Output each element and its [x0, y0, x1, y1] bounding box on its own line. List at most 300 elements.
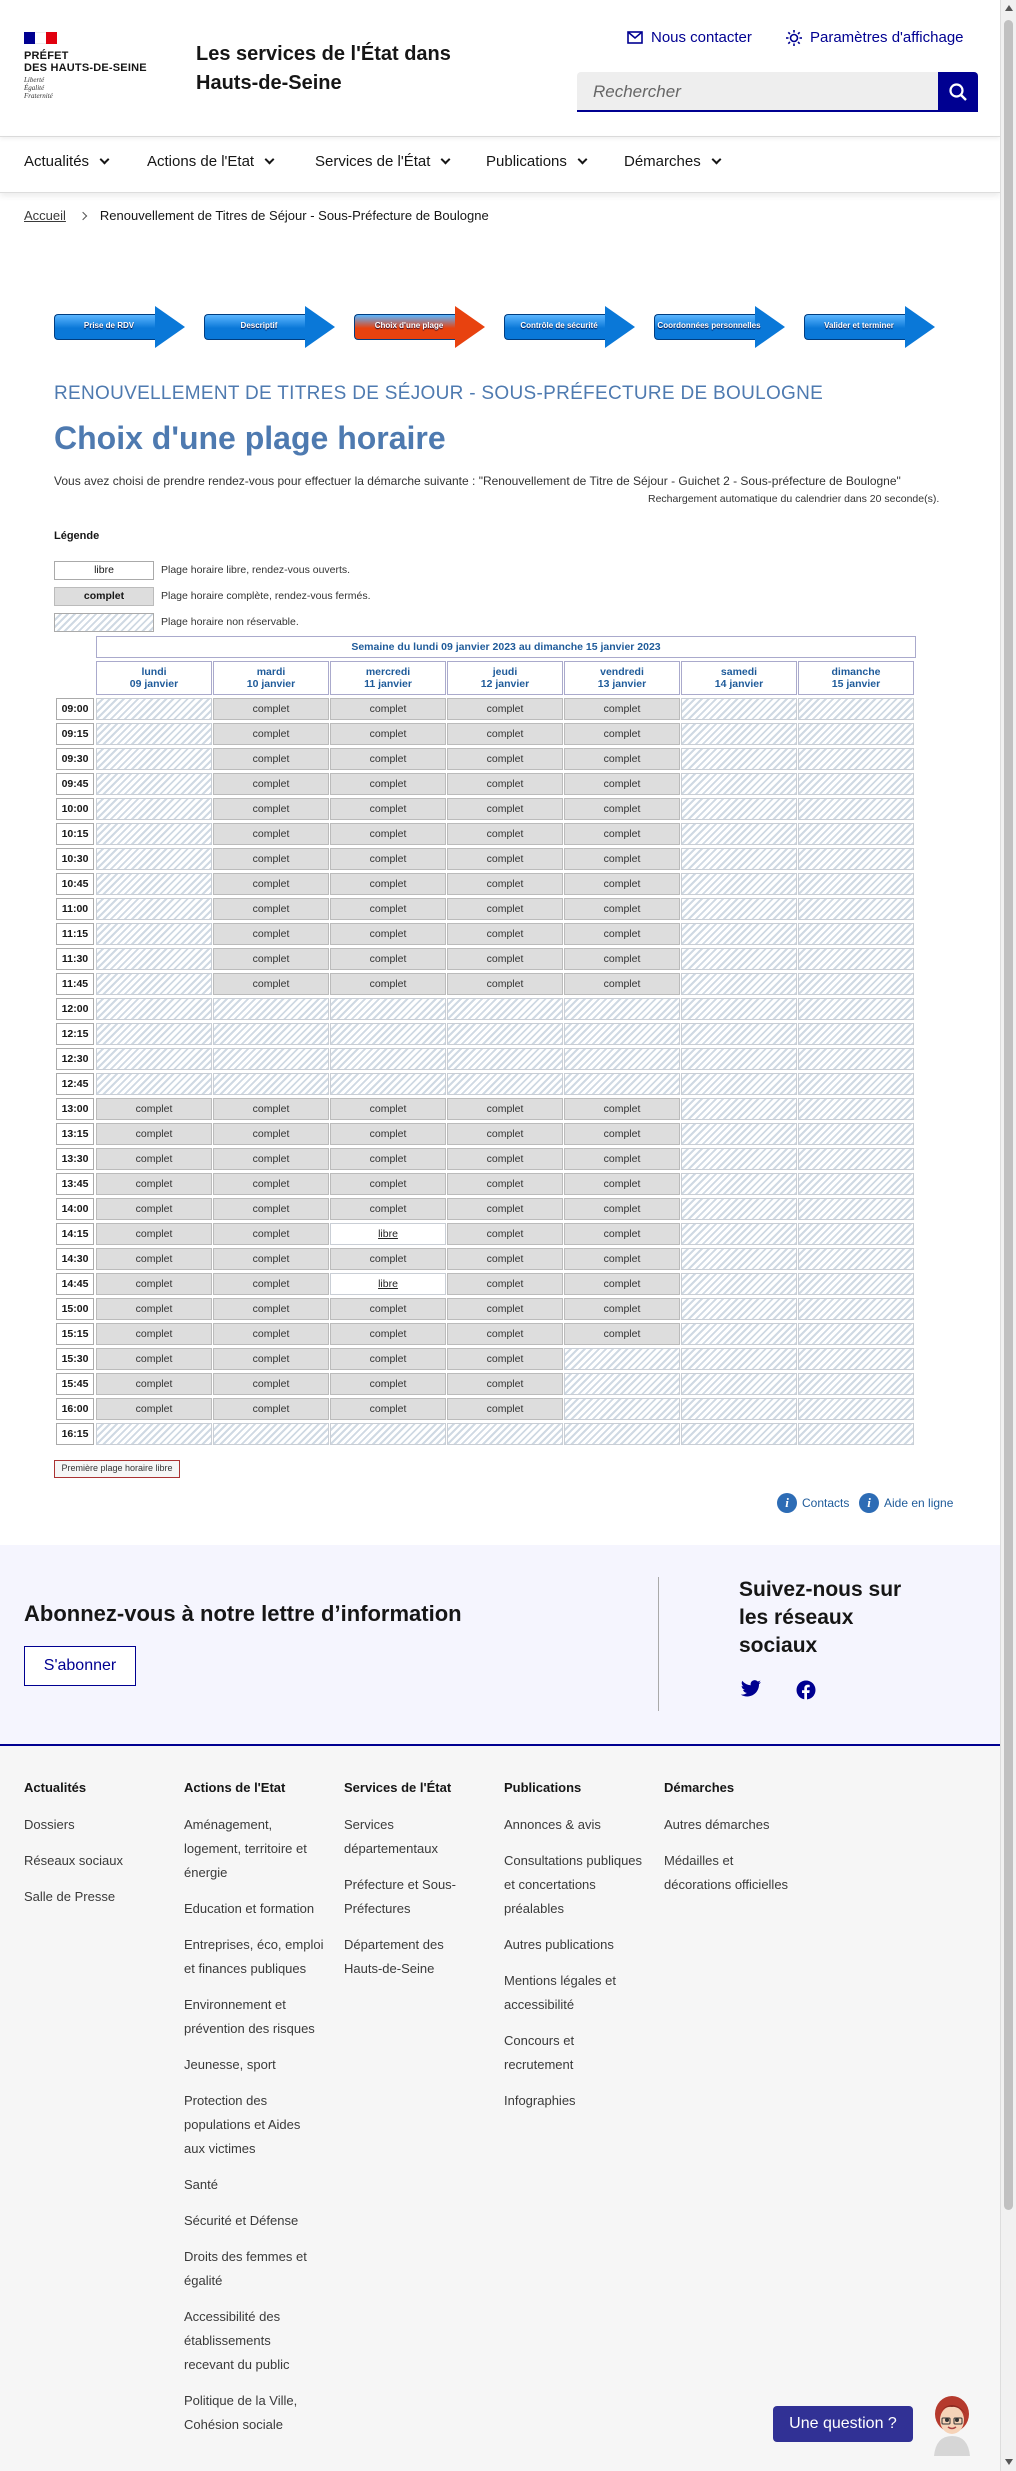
- slot-unavailable: [681, 1423, 797, 1445]
- footer-link[interactable]: Services départementaux: [344, 1817, 438, 1856]
- slot-unavailable: [96, 873, 212, 895]
- slot-full: complet: [213, 773, 329, 795]
- site-title[interactable]: Les services de l'État dans Hauts-de-Seine: [196, 43, 451, 94]
- slot-full: complet: [96, 1098, 212, 1120]
- slot-full: complet: [564, 723, 680, 745]
- slot-unavailable: [681, 1073, 797, 1095]
- slot-full: complet: [564, 1123, 680, 1145]
- footer-link[interactable]: Mentions légales et accessibilité: [504, 1973, 617, 2012]
- slot-full: complet: [447, 1198, 563, 1220]
- chevron-down-icon: [100, 155, 110, 165]
- contacts-link[interactable]: [777, 1493, 849, 1513]
- facebook-icon[interactable]: [796, 1680, 816, 1700]
- slot-full: complet: [447, 1373, 563, 1395]
- legend-free-box: libre: [54, 561, 154, 580]
- slot-full: complet: [564, 848, 680, 870]
- slot-unavailable: [798, 823, 914, 845]
- slot-full: complet: [564, 1248, 680, 1270]
- week-header: Semaine du lundi 09 janvier 2023 au dimanche 15 janvier 2023: [96, 636, 916, 658]
- slot-full: complet: [447, 1123, 563, 1145]
- footer-link[interactable]: Infographies: [504, 2093, 576, 2108]
- slot-unavailable: [681, 1098, 797, 1120]
- slot-unavailable: [798, 1173, 914, 1195]
- slot-unavailable: [681, 773, 797, 795]
- time-label: 12:45: [56, 1073, 94, 1095]
- slot-unavailable: [681, 698, 797, 720]
- slot-free-link[interactable]: libre: [378, 1228, 398, 1240]
- nav-label: Publications: [486, 153, 567, 170]
- slot-unavailable: [681, 823, 797, 845]
- slot-unavailable: [681, 998, 797, 1020]
- slot-full: complet: [447, 798, 563, 820]
- breadcrumb-current: Renouvellement de Titres de Séjour - Sous-Préfecture de Boulogne: [99, 208, 489, 223]
- slot-free-link[interactable]: libre: [378, 1278, 398, 1290]
- time-label: 14:15: [56, 1223, 94, 1245]
- slot-full: complet: [330, 973, 446, 995]
- online-help-link[interactable]: [859, 1493, 953, 1513]
- footer-link[interactable]: Protection des populations et Aides aux victimes: [184, 2093, 301, 2156]
- slot-unavailable: [213, 1048, 329, 1070]
- slot-unavailable: [798, 1148, 914, 1170]
- slot-unavailable: [681, 1148, 797, 1170]
- slot-full: complet: [330, 1198, 446, 1220]
- nav-label: Actions de l'Etat: [147, 153, 255, 170]
- slot-full: complet: [564, 1098, 680, 1120]
- search-button[interactable]: [938, 72, 978, 112]
- slot-full: complet: [447, 723, 563, 745]
- slot-full: complet: [213, 1123, 329, 1145]
- footer-link[interactable]: Concours et recrutement: [504, 2033, 575, 2072]
- slot-unavailable: [447, 998, 563, 1020]
- slot-full: complet: [213, 823, 329, 845]
- scroll-up-arrow-icon[interactable]: [1005, 5, 1013, 11]
- day-name: mercredi: [365, 666, 411, 678]
- slot-full: complet: [213, 1373, 329, 1395]
- slot-free[interactable]: [330, 1223, 446, 1245]
- assistant-avatar[interactable]: [928, 2394, 976, 2456]
- footer-link[interactable]: Droits des femmes et égalité: [184, 2249, 307, 2288]
- vertical-scrollbar[interactable]: [1000, 0, 1016, 2471]
- slot-unavailable: [681, 848, 797, 870]
- step-label: Coordonnées personnelles: [657, 321, 761, 330]
- slot-full: complet: [330, 1148, 446, 1170]
- day-header: [564, 661, 680, 695]
- day-name: dimanche: [831, 666, 881, 678]
- slot-full: complet: [330, 1248, 446, 1270]
- footer-column-title: Actualités: [24, 1780, 87, 1795]
- slot-full: complet: [330, 1373, 446, 1395]
- slot-full: complet: [330, 1348, 446, 1370]
- slot-full: complet: [447, 698, 563, 720]
- slot-full: complet: [564, 898, 680, 920]
- site-footer: [0, 1744, 1000, 2471]
- slot-unavailable: [681, 873, 797, 895]
- time-label: 10:00: [56, 798, 94, 820]
- slot-unavailable: [798, 1273, 914, 1295]
- day-header: [798, 661, 914, 695]
- day-date: 13 janvier: [597, 678, 647, 690]
- procedure-subtitle: RENOUVELLEMENT DE TITRES DE SÉJOUR - SOUS-PRÉFECTURE DE BOULOGNE: [54, 383, 824, 404]
- marianne-flag-icon: [24, 32, 57, 44]
- slot-full: complet: [330, 1173, 446, 1195]
- slot-full: complet: [213, 748, 329, 770]
- slot-full: complet: [213, 1323, 329, 1345]
- day-header: [330, 661, 446, 695]
- slot-full: complet: [564, 1198, 680, 1220]
- slot-full: complet: [330, 698, 446, 720]
- slot-full: complet: [213, 973, 329, 995]
- slot-unavailable: [798, 1048, 914, 1070]
- slot-unavailable: [447, 1423, 563, 1445]
- footer-link[interactable]: Autres démarches: [664, 1817, 770, 1832]
- scrollbar-thumb[interactable]: [1004, 20, 1013, 2210]
- time-label: 13:15: [56, 1123, 94, 1145]
- page-title: Choix d'une plage horaire: [54, 420, 446, 456]
- slot-full: complet: [96, 1223, 212, 1245]
- legend-unavailable-box: [54, 613, 154, 632]
- slot-unavailable: [798, 1323, 914, 1345]
- slot-full: complet: [96, 1298, 212, 1320]
- slot-full: complet: [330, 848, 446, 870]
- footer-column: [664, 1780, 804, 1909]
- footer-link[interactable]: Consultations publiques et concertations préalables: [504, 1853, 643, 1916]
- slot-unavailable: [96, 1048, 212, 1070]
- slot-unavailable: [798, 698, 914, 720]
- footer-link[interactable]: Salle de Presse: [24, 1889, 116, 1904]
- time-label: 15:15: [56, 1323, 94, 1345]
- social-title: Suivez-nous sur les réseaux sociaux: [739, 1578, 902, 1657]
- slot-full: complet: [330, 1098, 446, 1120]
- chevron-down-icon: [711, 155, 721, 165]
- contacts-label: Contacts: [802, 1496, 850, 1510]
- chevron-down-icon: [441, 155, 451, 165]
- slot-unavailable: [681, 923, 797, 945]
- nav-label: Services de l'État: [315, 153, 431, 170]
- newsletter-title: Abonnez-vous à notre lettre d’information: [24, 1601, 462, 1626]
- slot-unavailable: [447, 1023, 563, 1045]
- time-label: 11:45: [56, 973, 94, 995]
- time-label: 13:30: [56, 1148, 94, 1170]
- slot-unavailable: [798, 923, 914, 945]
- slot-unavailable: [330, 998, 446, 1020]
- contact-link[interactable]: [627, 29, 752, 46]
- slot-unavailable: [330, 1023, 446, 1045]
- day-date: 12 janvier: [480, 678, 530, 690]
- time-label: 11:15: [56, 923, 94, 945]
- online-help-label: Aide en ligne: [884, 1496, 954, 1510]
- slot-full: complet: [447, 973, 563, 995]
- subscribe-button[interactable]: S'abonner: [24, 1646, 136, 1686]
- slot-unavailable: [564, 1048, 680, 1070]
- slot-full: complet: [447, 1173, 563, 1195]
- slot-full: complet: [330, 823, 446, 845]
- footer-link[interactable]: Médailles et décorations officielles: [664, 1853, 789, 1892]
- legend-full-text: Plage horaire complète, rendez-vous fermés.: [161, 590, 371, 602]
- nav-services-etat[interactable]: [315, 153, 449, 170]
- legend-title: Légende: [54, 530, 100, 542]
- time-label: 11:00: [56, 898, 94, 920]
- footer-link[interactable]: Dossiers: [24, 1817, 75, 1832]
- slot-unavailable: [564, 1398, 680, 1420]
- slot-unavailable: [798, 1023, 914, 1045]
- slot-unavailable: [96, 998, 212, 1020]
- day-header: [96, 661, 212, 695]
- nav-demarches[interactable]: [624, 153, 720, 170]
- chevron-right-icon: [79, 211, 87, 219]
- slot-full: complet: [213, 898, 329, 920]
- time-label: 13:00: [56, 1098, 94, 1120]
- slot-unavailable: [798, 1198, 914, 1220]
- chat-button[interactable]: Une question ?: [773, 2406, 913, 2442]
- footer-link[interactable]: Environnement et prévention des risques: [184, 1997, 315, 2036]
- scroll-down-arrow-icon[interactable]: [1005, 2459, 1013, 2465]
- slot-full: complet: [447, 1348, 563, 1370]
- slot-full: complet: [447, 1223, 563, 1245]
- slot-full: complet: [213, 848, 329, 870]
- footer-link[interactable]: Annonces & avis: [504, 1817, 601, 1832]
- time-label: 09:45: [56, 773, 94, 795]
- time-label: 14:30: [56, 1248, 94, 1270]
- time-label: 15:30: [56, 1348, 94, 1370]
- follow-section: [0, 1545, 1000, 1744]
- footer-column: [184, 1780, 324, 2449]
- footer-link[interactable]: Accessibilité des établissements recevant du public: [184, 2309, 290, 2372]
- mail-icon: [627, 31, 643, 44]
- day-name: lundi: [141, 666, 167, 678]
- contact-label: Nous contacter: [651, 29, 752, 46]
- slot-unavailable: [681, 748, 797, 770]
- slot-unavailable: [96, 798, 212, 820]
- slot-full: complet: [564, 973, 680, 995]
- slot-full: complet: [96, 1373, 212, 1395]
- footer-link[interactable]: Département des Hauts-de-Seine: [344, 1937, 444, 1976]
- slot-unavailable: [798, 1123, 914, 1145]
- slot-full: complet: [96, 1198, 212, 1220]
- slot-unavailable: [681, 1398, 797, 1420]
- footer-link[interactable]: Autres publications: [504, 1937, 614, 1952]
- time-label: 16:00: [56, 1398, 94, 1420]
- slot-unavailable: [213, 1423, 329, 1445]
- slot-unavailable: [681, 1173, 797, 1195]
- slot-unavailable: [798, 873, 914, 895]
- slot-unavailable: [447, 1048, 563, 1070]
- nav-actualites[interactable]: [24, 153, 108, 170]
- nav-actions-etat[interactable]: [147, 153, 273, 170]
- slot-unavailable: [96, 948, 212, 970]
- slot-full: complet: [213, 1273, 329, 1295]
- footer-column: [504, 1780, 644, 2125]
- slot-full: complet: [447, 848, 563, 870]
- time-label: 09:15: [56, 723, 94, 745]
- logo-devise: Liberté Égalité Fraternité: [24, 76, 53, 100]
- footer-column-title: Publications: [504, 1780, 582, 1795]
- slot-full: complet: [564, 823, 680, 845]
- slot-unavailable: [96, 848, 212, 870]
- slot-full: complet: [213, 798, 329, 820]
- slot-full: complet: [330, 748, 446, 770]
- slot-unavailable: [213, 998, 329, 1020]
- slot-full: complet: [213, 1098, 329, 1120]
- slot-full: complet: [564, 698, 680, 720]
- slot-unavailable: [96, 973, 212, 995]
- slot-full: complet: [447, 773, 563, 795]
- time-label: 09:00: [56, 698, 94, 720]
- twitter-icon[interactable]: [740, 1680, 762, 1698]
- slot-full: complet: [213, 723, 329, 745]
- time-label: 09:30: [56, 748, 94, 770]
- search-input[interactable]: Rechercher: [577, 72, 944, 112]
- slot-full: complet: [330, 923, 446, 945]
- slot-unavailable: [96, 1023, 212, 1045]
- slot-full: complet: [96, 1273, 212, 1295]
- time-label: 10:45: [56, 873, 94, 895]
- display-settings-link[interactable]: [786, 29, 964, 46]
- procedure-intro: Vous avez choisi de prendre rendez-vous pour effectuer la démarche suivante : "Renouvellement de Titre de Séjour - Guichet 2 - Sous-préfecture de Boulogne": [54, 474, 901, 488]
- slot-full: complet: [447, 823, 563, 845]
- time-label: 12:00: [56, 998, 94, 1020]
- chevron-down-icon: [577, 155, 587, 165]
- nav-publications[interactable]: [486, 153, 586, 170]
- slot-unavailable: [798, 848, 914, 870]
- slot-unavailable: [798, 948, 914, 970]
- slot-full: complet: [447, 1323, 563, 1345]
- slot-unavailable: [798, 998, 914, 1020]
- time-label: 16:15: [56, 1423, 94, 1445]
- step-label: Valider et terminer: [824, 321, 894, 330]
- day-header: [681, 661, 797, 695]
- slot-full: complet: [564, 748, 680, 770]
- slot-unavailable: [564, 1073, 680, 1095]
- slot-unavailable: [681, 1248, 797, 1270]
- slot-full: complet: [330, 1298, 446, 1320]
- slot-full: complet: [213, 1148, 329, 1170]
- footer-link[interactable]: Jeunesse, sport: [184, 2057, 276, 2072]
- slot-full: complet: [564, 1273, 680, 1295]
- footer-link[interactable]: Santé: [184, 2177, 218, 2192]
- time-label: 15:45: [56, 1373, 94, 1395]
- slot-unavailable: [798, 898, 914, 920]
- slot-full: complet: [564, 1148, 680, 1170]
- main-nav: [0, 137, 1000, 193]
- day-date: 10 janvier: [246, 678, 296, 690]
- slot-full: complet: [96, 1323, 212, 1345]
- time-label: 10:30: [56, 848, 94, 870]
- time-label: 15:00: [56, 1298, 94, 1320]
- slot-full: complet: [564, 948, 680, 970]
- slot-unavailable: [213, 1073, 329, 1095]
- footer-link[interactable]: Aménagement, logement, territoire et énergie: [184, 1817, 307, 1880]
- slot-unavailable: [96, 698, 212, 720]
- slot-full: complet: [564, 873, 680, 895]
- slot-unavailable: [798, 1073, 914, 1095]
- step-label: Descriptif: [240, 321, 278, 330]
- slot-unavailable: [798, 973, 914, 995]
- slot-full: complet: [447, 1273, 563, 1295]
- slot-unavailable: [798, 723, 914, 745]
- slot-unavailable: [681, 1373, 797, 1395]
- day-header: [213, 661, 329, 695]
- slot-unavailable: [681, 1298, 797, 1320]
- slot-unavailable: [798, 1348, 914, 1370]
- slot-unavailable: [798, 1098, 914, 1120]
- slot-full: complet: [330, 873, 446, 895]
- slot-unavailable: [798, 1298, 914, 1320]
- day-date: 14 janvier: [714, 678, 764, 690]
- day-name: jeudi: [492, 666, 518, 678]
- slot-unavailable: [681, 1048, 797, 1070]
- slot-full: complet: [447, 873, 563, 895]
- display-settings-label: Paramètres d'affichage: [810, 29, 964, 46]
- step-label: Choix d'une plage: [374, 321, 444, 330]
- footer-link[interactable]: Réseaux sociaux: [24, 1853, 123, 1868]
- slot-full: complet: [330, 773, 446, 795]
- info-icon: i: [777, 1493, 797, 1513]
- slot-full: complet: [447, 898, 563, 920]
- slot-full: complet: [564, 798, 680, 820]
- slot-unavailable: [798, 798, 914, 820]
- slot-unavailable: [681, 898, 797, 920]
- slot-unavailable: [330, 1423, 446, 1445]
- footer-column: [24, 1780, 164, 1921]
- slot-unavailable: [564, 1423, 680, 1445]
- slot-unavailable: [798, 748, 914, 770]
- footer-link[interactable]: Politique de la Ville, Cohésion sociale: [184, 2393, 298, 2432]
- footer-column: [344, 1780, 484, 1993]
- slot-full: complet: [213, 923, 329, 945]
- day-date: 09 janvier: [129, 678, 179, 690]
- breadcrumb-home-link[interactable]: Accueil: [24, 208, 66, 223]
- step-label: Contrôle de sécurité: [520, 321, 598, 330]
- first-free-slot-button[interactable]: Première plage horaire libre: [54, 1460, 180, 1478]
- slot-full: complet: [564, 773, 680, 795]
- slot-unavailable: [96, 1073, 212, 1095]
- logo-text[interactable]: PRÉFET DES HAUTS-DE-SEINE: [24, 50, 147, 74]
- footer-link[interactable]: Préfecture et Sous-Préfectures: [344, 1877, 456, 1916]
- slot-unavailable: [330, 1073, 446, 1095]
- slot-full: complet: [330, 1398, 446, 1420]
- slot-full: complet: [564, 1323, 680, 1345]
- slot-full: complet: [96, 1173, 212, 1195]
- legend-full-box: complet: [54, 587, 154, 606]
- slot-free[interactable]: [330, 1273, 446, 1295]
- site-header: [0, 0, 1000, 137]
- day-name: vendredi: [600, 666, 644, 678]
- slot-full: complet: [564, 923, 680, 945]
- slot-unavailable: [681, 1323, 797, 1345]
- nav-label: Actualités: [24, 153, 90, 170]
- footer-link[interactable]: Education et formation: [184, 1901, 315, 1916]
- time-label: 13:45: [56, 1173, 94, 1195]
- footer-link[interactable]: Entreprises, éco, emploi et finances publiques: [184, 1937, 324, 1976]
- slot-unavailable: [798, 773, 914, 795]
- footer-link[interactable]: Sécurité et Défense: [184, 2213, 299, 2228]
- day-name: mardi: [256, 666, 286, 678]
- slot-unavailable: [564, 1348, 680, 1370]
- slot-full: complet: [96, 1123, 212, 1145]
- time-label: 12:15: [56, 1023, 94, 1045]
- slot-unavailable: [564, 998, 680, 1020]
- slot-full: complet: [447, 1148, 563, 1170]
- legend-unavailable-text: Plage horaire non réservable.: [161, 616, 299, 628]
- slot-unavailable: [96, 1423, 212, 1445]
- slot-full: complet: [330, 1323, 446, 1345]
- slot-unavailable: [681, 948, 797, 970]
- nav-label: Démarches: [624, 153, 701, 170]
- slot-unavailable: [681, 1273, 797, 1295]
- slot-unavailable: [798, 1423, 914, 1445]
- slot-unavailable: [798, 1248, 914, 1270]
- slot-unavailable: [96, 823, 212, 845]
